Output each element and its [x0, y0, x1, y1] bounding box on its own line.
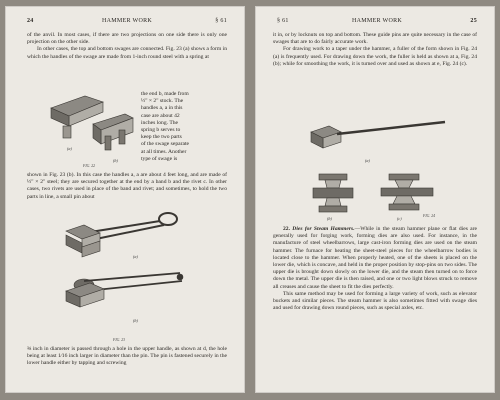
right-col-line: keep the two parts: [141, 134, 182, 141]
right-col-line: case are about 42: [141, 112, 180, 119]
right-page: [255, 6, 495, 393]
section-heading-number: 22.: [283, 226, 290, 232]
left-page-header: [27, 18, 227, 28]
right-paragraph-2: For drawing work to a taper under the hammer, a fuller of the form shown in Fig. 24 (a) is frequently used. For drawing down the work, the fuller is held as shown at a, Fig. 24 (b); while for smoothing the work, it is turned over and used as shown at e, Fig. 24 (c).: [273, 46, 477, 67]
left-paragraph-3: shown in Fig. 23 (b). In this case the handles a, a are about 4 feet long, and are made of ½" × 2" steel; they are secured together at the end by a band b and the rivet c. In other cases, two rivets are used in place of the band and rivet; and sometimes, to hold the two parts in line, a small pin about: [27, 172, 227, 200]
left-paragraph-4: ⅜ inch in diameter is passed through a hole in the upper handle, as shown at d, the hole being at least 1⁄16 inch larger in diameter than the pin. The pin is fastened securely in the lower handle either by tapping and screwing: [27, 346, 227, 367]
left-text-bottom: [27, 346, 227, 368]
fig24-label-b: (b): [327, 216, 332, 221]
right-col-line: the end b, made from: [141, 91, 189, 97]
figure-24-fuller-illustration: [305, 120, 455, 220]
fig22-caption: FIG. 22: [83, 164, 96, 168]
fig23-label-a: (a): [133, 254, 138, 259]
right-col-line: type of swage is: [141, 155, 178, 162]
right-col-line: handles a, a in this: [141, 105, 183, 112]
left-page-number: 24: [27, 18, 34, 24]
left-section-mark: § 61: [215, 18, 227, 24]
right-section-body: [273, 226, 477, 312]
left-text-right-column: [141, 91, 227, 163]
left-running-title: HAMMER WORK: [101, 18, 153, 24]
fig23-caption: FIG. 23: [113, 338, 126, 342]
fig23-label-b: (b): [133, 318, 138, 323]
right-page-number: 25: [470, 18, 477, 24]
left-paragraph-2: In other cases, the top and bottom swages are connected. Fig. 23 (a) shows a form in which the handles of the swage are made from 1-inch round steel with a spring at: [27, 46, 227, 60]
fig22-label-b: (b): [113, 158, 118, 163]
right-col-line: spring b serves to: [141, 127, 181, 134]
figure-23-swage-tongs-illustration: [60, 211, 200, 341]
figure-22-swage-illustration: [45, 80, 135, 160]
right-col-line: inches long. The: [141, 119, 179, 126]
section-22-paragraph-2: This same method may be used for forming a large variety of work, such as elevator buckets and similar pieces. The steam hammer is also sometimes fitted with swage dies and used for drawing down round pieces, such as special axles, etc.: [273, 290, 477, 312]
fig24-label-c: (c): [397, 216, 402, 221]
right-page-header: [277, 18, 477, 28]
section-heading-title: Dies for Steam Hammers.: [292, 226, 355, 232]
right-running-title: HAMMER WORK: [351, 18, 403, 24]
right-col-line: ½" × 2" stock. The: [141, 98, 184, 105]
fig22-label-a: (a): [67, 146, 72, 151]
left-text-mid: [27, 172, 227, 201]
right-section-mark: § 61: [277, 18, 289, 24]
left-text-top: [27, 32, 227, 61]
right-text-top: [273, 32, 477, 68]
left-page: [5, 6, 245, 393]
right-paragraph-1: it in, or by locknuts on top and bottom. These guide pins are quite necessary in the case of swages that are to do fairly accurate work.: [273, 32, 477, 46]
fig24-label-a: (a): [365, 158, 370, 163]
section-22-paragraph: [273, 226, 477, 291]
section-22-text: —While in the steam hammer plane or flat dies are generally used for forging work, forming dies are also used. For instance, in the manufacture of steel wheelbarrows, large cast-iron forming dies are used on the steam hammer. The furnace for heating the sheet-steel pieces for the wheelbarrow bodies is located close to the hammer. When properly heated, one of the sheets is placed on the lower die, which is concave, and held in the proper position by stop-pins on two sides. The upper die is brought down slowly on the lower die, and the steam then turned on to force down the metal. The upper die is then raised, and one or two light blows struck to remove all creases and cause the sheet to fit the dies perfectly.: [273, 226, 477, 290]
left-paragraph-1: of the anvil. In most cases, if there are two projections on one side there is only one projection on the other side.: [27, 32, 227, 46]
fig24-caption: FIG. 24: [423, 214, 436, 218]
right-col-line: of the swage separate: [141, 141, 189, 148]
right-col-line: at all times. Another: [141, 148, 187, 155]
